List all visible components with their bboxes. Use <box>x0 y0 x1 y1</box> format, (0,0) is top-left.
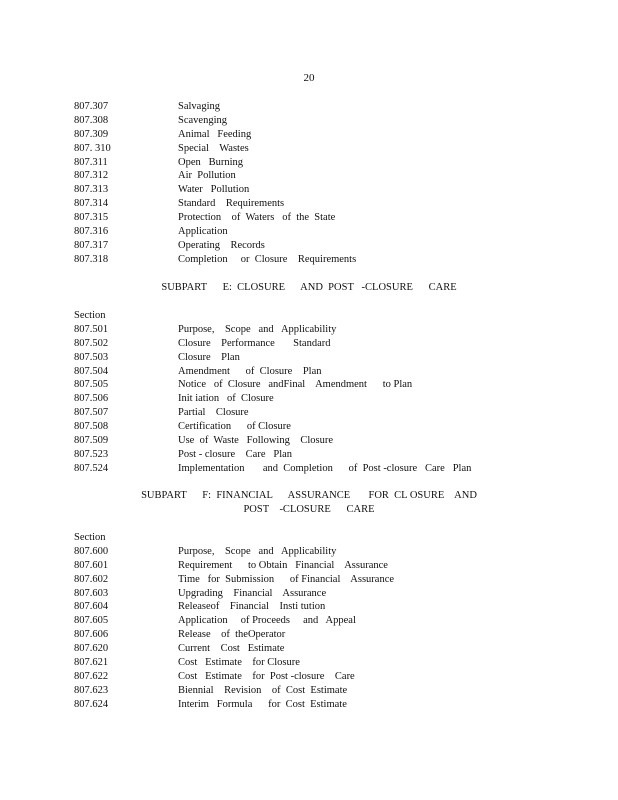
section-number: 807.315 <box>74 212 109 224</box>
section-title: Post - closure Care Plan <box>178 448 293 460</box>
section-number: 807.507 <box>74 407 109 419</box>
section-number: 807.603 <box>74 587 109 599</box>
section-title: Certification of Closure <box>178 421 291 433</box>
section-title: Protection of Waters of the State <box>178 212 336 224</box>
list-item <box>74 351 240 365</box>
list-item <box>74 462 472 476</box>
section-title: Air Pollution <box>178 170 236 182</box>
list-item <box>74 684 348 698</box>
section-list-subpart-f <box>74 531 395 712</box>
section-number: 807.309 <box>74 128 109 140</box>
list-item <box>74 642 285 656</box>
list-item <box>74 628 286 642</box>
section-title: Open Burning <box>178 156 244 168</box>
list-item <box>74 365 322 379</box>
section-title: Partial Closure <box>178 407 249 419</box>
section-title: Closure Plan <box>178 351 240 363</box>
section-title: Application of Proceeds and Appeal <box>178 615 356 627</box>
section-number: 807.504 <box>74 365 109 377</box>
section-number: 807.318 <box>74 253 109 265</box>
section-number: 807.316 <box>74 226 109 238</box>
section-label: Section <box>74 532 106 543</box>
list-item <box>74 656 300 670</box>
section-title: Requirement to Obtain Financial Assurance <box>178 559 388 571</box>
section-title: Salvaging <box>178 101 220 112</box>
list-item <box>74 406 249 420</box>
section-title: Purpose, Scope and Applicability <box>178 545 337 557</box>
list-item <box>74 600 326 614</box>
section-label: Section <box>74 310 106 321</box>
list-item <box>74 323 337 337</box>
page-number: 20 <box>303 72 315 84</box>
section-number: 807.605 <box>74 615 109 627</box>
section-title: Special Wastes <box>178 142 249 154</box>
section-title: Releaseof Financial Insti tution <box>178 601 326 613</box>
section-number: 807.312 <box>74 170 109 182</box>
section-number: 807.623 <box>74 684 109 696</box>
section-number: 807.308 <box>74 114 109 126</box>
section-number: 807.509 <box>74 435 109 447</box>
section-title: Scavenging <box>178 114 227 126</box>
section-title: Biennial Revision of Cost Estimate <box>178 684 348 696</box>
section-title: Interim Formula for Cost Estimate <box>178 698 347 710</box>
list-item <box>74 559 388 573</box>
list-item <box>74 434 333 448</box>
section-title: Closure Performance Standard <box>178 337 331 349</box>
section-number: 807.317 <box>74 239 109 251</box>
section-title: Current Cost Estimate <box>178 643 285 655</box>
section-number: 807.311 <box>74 156 108 168</box>
section-title: Cost Estimate for Post -closure Care <box>178 670 355 682</box>
list-item <box>74 573 395 587</box>
section-number: 807.606 <box>74 629 109 641</box>
section-title: Animal Feeding <box>178 128 252 140</box>
section-title: Standard Requirements <box>178 198 285 210</box>
section-title: Operating Records <box>178 239 265 251</box>
section-number: 807. 310 <box>74 142 111 154</box>
section-title: Cost Estimate for Closure <box>178 657 300 669</box>
list-item <box>74 392 274 406</box>
list-item <box>74 614 356 628</box>
section-list-subpart-e <box>74 309 472 476</box>
list-item <box>74 545 337 559</box>
section-number: 807.307 <box>74 101 109 112</box>
section-title: Amendment of Closure Plan <box>178 365 322 377</box>
section-number: 807.601 <box>74 559 109 571</box>
section-title: Purpose, Scope and Applicability <box>178 323 337 335</box>
section-number: 807.600 <box>74 545 109 557</box>
section-title: Implementation and Completion of Post -closure Care Plan <box>178 462 472 474</box>
section-number: 807.624 <box>74 698 109 710</box>
subpart-f-heading-line2: POST -CLOSURE CARE <box>243 504 375 515</box>
section-number: 807.602 <box>74 573 109 585</box>
section-number: 807.621 <box>74 657 109 669</box>
section-number: 807.503 <box>74 351 109 363</box>
section-number: 807.314 <box>74 198 109 210</box>
section-title: Completion or Closure Requirements <box>178 253 357 265</box>
section-title: Release of theOperator <box>178 629 286 641</box>
list-item <box>74 378 413 392</box>
list-item <box>74 420 291 434</box>
subpart-f-heading-line1: SUBPART F: FINANCIAL ASSURANCE FOR CL OSURE AND <box>141 490 477 501</box>
list-item <box>74 698 347 712</box>
section-number: 807.524 <box>74 462 109 474</box>
section-number: 807.622 <box>74 670 109 682</box>
section-title: Init iation of Closure <box>178 393 274 405</box>
section-number: 807.604 <box>74 601 109 613</box>
subpart-e-heading: SUBPART E: CLOSURE AND POST -CLOSURE CARE <box>161 282 457 293</box>
list-item <box>74 337 331 351</box>
section-number: 807.313 <box>74 184 109 196</box>
section-title: Time for Submission of Financial Assurance <box>178 573 395 585</box>
section-number: 807.506 <box>74 393 109 405</box>
section-number: 807.620 <box>74 643 109 655</box>
section-title: Water Pollution <box>178 184 250 196</box>
section-title: Use of Waste Following Closure <box>178 435 333 447</box>
section-number: 807.502 <box>74 337 109 349</box>
list-item <box>74 587 327 601</box>
list-item <box>74 448 293 462</box>
section-number: 807.505 <box>74 379 109 391</box>
section-number: 807.508 <box>74 421 109 433</box>
section-number: 807.501 <box>74 323 109 335</box>
section-title: Upgrading Financial Assurance <box>178 587 327 599</box>
list-item <box>74 670 355 684</box>
section-title: Notice of Closure andFinal Amendment to Plan <box>178 379 413 391</box>
section-number: 807.523 <box>74 448 109 460</box>
section-title: Application <box>178 226 228 238</box>
